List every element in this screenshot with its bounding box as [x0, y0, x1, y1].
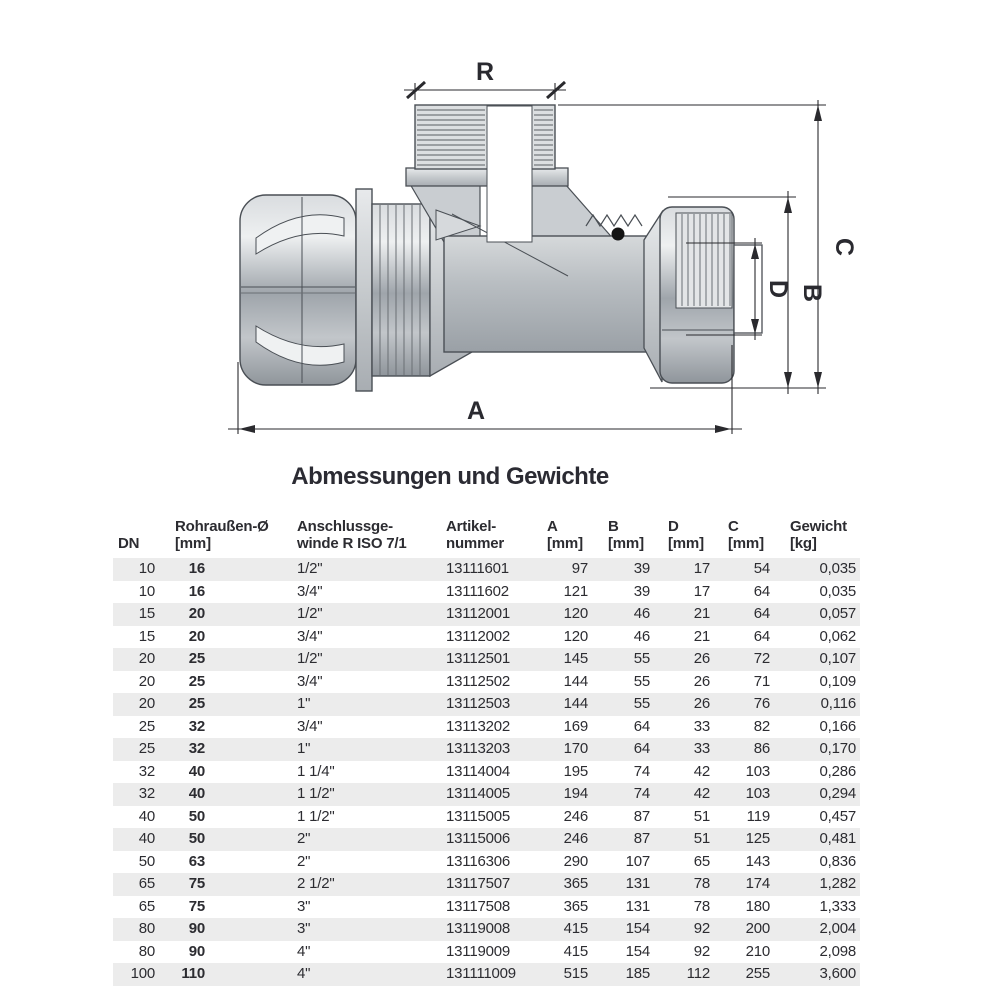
table-row	[113, 648, 860, 671]
cell-d: 26	[693, 650, 710, 667]
cell-c: 200	[745, 920, 770, 937]
cell-artikel: 13119009	[446, 942, 511, 960]
cell-dn: 65	[138, 875, 155, 892]
cell-c: 54	[753, 560, 770, 577]
cell-b: 74	[633, 785, 650, 802]
cell-gewinde: 1 1/4"	[297, 762, 335, 780]
cell-d: 33	[693, 740, 710, 757]
cell-a: 120	[563, 605, 588, 622]
cell-d: 21	[693, 605, 710, 622]
cell-gewicht: 0,166	[819, 717, 856, 735]
cell-artikel: 13112502	[446, 672, 511, 690]
cell-d: 51	[693, 830, 710, 847]
cell-gewicht: 0,836	[819, 852, 856, 870]
cell-d: 26	[693, 672, 710, 690]
cell-a: 246	[563, 807, 588, 825]
cell-artikel: 13111601	[446, 560, 509, 577]
cell-rohr: 50	[188, 807, 205, 825]
cell-gewinde: 4"	[297, 965, 311, 982]
cell-c: 255	[745, 965, 770, 982]
cell-d: 42	[693, 762, 710, 780]
cell-gewinde: 1/2"	[297, 560, 323, 577]
cell-artikel: 13112002	[446, 627, 511, 645]
cell-c: 143	[745, 852, 770, 870]
cell-d: 112	[686, 965, 710, 982]
cell-dn: 25	[138, 717, 155, 735]
cell-gewinde: 1 1/2"	[297, 785, 335, 802]
dimension-r	[404, 58, 566, 100]
cell-artikel: 13114004	[446, 762, 511, 780]
cell-a: 415	[563, 920, 588, 937]
cell-gewinde: 1"	[297, 740, 311, 757]
cell-d: 21	[693, 627, 710, 645]
cell-b: 64	[633, 740, 650, 757]
cell-gewinde: 3/4"	[297, 672, 323, 690]
cell-gewinde: 1/2"	[297, 650, 323, 667]
cell-rohr: 25	[188, 650, 205, 667]
cell-gewicht: 0,062	[819, 627, 856, 645]
cell-gewicht: 1,282	[819, 875, 856, 892]
cell-gewinde: 1"	[297, 695, 311, 712]
table-row	[113, 896, 860, 919]
cell-gewicht: 0,170	[819, 740, 856, 757]
table-row	[113, 783, 860, 806]
cell-gewinde: 3/4"	[297, 627, 323, 645]
cell-a: 144	[563, 695, 588, 712]
cell-b: 55	[633, 650, 650, 667]
cell-dn: 40	[138, 830, 155, 847]
cell-a: 97	[571, 560, 588, 577]
cell-gewicht: 1,333	[819, 897, 856, 915]
cell-a: 144	[563, 672, 588, 690]
cell-gewicht: 0,107	[819, 650, 856, 667]
cell-gewicht: 0,481	[819, 830, 856, 847]
cell-c: 180	[745, 897, 770, 915]
cell-d: 42	[693, 785, 710, 802]
cell-c: 72	[753, 650, 770, 667]
cell-artikel: 131111009	[446, 965, 516, 982]
table-row	[113, 603, 860, 626]
cell-artikel: 13117508	[446, 897, 511, 915]
cell-artikel: 13112001	[446, 605, 511, 622]
cell-gewinde: 1/2"	[297, 605, 323, 622]
cell-gewinde: 4"	[297, 942, 311, 960]
cell-a: 515	[563, 965, 588, 982]
cell-d: 92	[693, 920, 710, 937]
cell-dn: 25	[138, 740, 155, 757]
cell-gewicht: 0,035	[819, 560, 856, 577]
cell-dn: 32	[138, 762, 155, 780]
cell-artikel: 13112501	[446, 650, 511, 667]
cell-gewinde: 2 1/2"	[297, 875, 335, 892]
cell-dn: 80	[138, 942, 155, 960]
column-header-dn: DN	[118, 535, 140, 553]
table-row	[113, 626, 860, 649]
cell-c: 119	[746, 807, 770, 825]
nut-flange	[356, 189, 372, 391]
cell-rohr: 50	[188, 830, 205, 847]
cell-b: 87	[633, 830, 650, 847]
cell-gewicht: 0,116	[820, 695, 856, 712]
cell-dn: 40	[138, 807, 155, 825]
dim-label-a: A	[466, 397, 486, 425]
table-row	[113, 581, 860, 604]
cell-d: 78	[693, 875, 710, 892]
cell-c: 64	[753, 627, 770, 645]
cell-dn: 65	[138, 897, 155, 915]
cell-gewinde: 3/4"	[297, 717, 323, 735]
cell-d: 33	[693, 717, 710, 735]
column-header-c: C [mm]	[728, 518, 764, 553]
cell-d: 78	[693, 897, 710, 915]
dimensions-table	[113, 503, 860, 986]
column-header-d: D [mm]	[668, 518, 704, 553]
cell-rohr: 32	[188, 740, 205, 757]
table-row	[113, 806, 860, 829]
ribbed-collar	[372, 204, 430, 376]
cell-gewinde: 1 1/2"	[297, 807, 335, 825]
cell-a: 365	[563, 897, 588, 915]
cell-artikel: 13113203	[446, 740, 511, 757]
table-row	[113, 873, 860, 896]
section-title: Abmessungen und Gewichte	[291, 463, 609, 490]
o-ring-seal	[612, 228, 625, 241]
cell-gewicht: 0,286	[819, 762, 856, 780]
cell-b: 131	[625, 897, 650, 915]
cell-rohr: 25	[188, 672, 205, 690]
cell-c: 71	[753, 672, 770, 690]
column-header-artikel: Artikel- nummer	[446, 518, 504, 553]
cell-gewicht: 0,457	[819, 807, 856, 825]
cell-b: 131	[625, 875, 650, 892]
cell-rohr: 90	[188, 942, 205, 960]
table-row	[113, 693, 860, 716]
cell-dn: 80	[138, 920, 155, 937]
table-row	[113, 828, 860, 851]
cell-b: 107	[625, 852, 650, 870]
table-header-row	[113, 503, 860, 558]
table-row	[113, 671, 860, 694]
cell-gewinde: 3"	[297, 920, 311, 937]
table-row	[113, 851, 860, 874]
cell-dn: 10	[138, 560, 155, 577]
cell-gewinde: 3"	[297, 897, 311, 915]
cell-d: 26	[693, 695, 710, 712]
cell-dn: 32	[138, 785, 155, 802]
dim-label-r: R	[475, 58, 495, 86]
cell-b: 46	[633, 627, 650, 645]
cell-artikel: 13112503	[446, 695, 511, 712]
column-header-rohr: Rohraußen-Ø [mm]	[175, 518, 269, 553]
table-row	[113, 738, 860, 761]
cell-rohr: 25	[188, 695, 205, 712]
cell-a: 169	[563, 717, 588, 735]
table-row	[113, 941, 860, 964]
cell-a: 365	[563, 875, 588, 892]
cell-b: 55	[633, 672, 650, 690]
cell-artikel: 13113202	[446, 717, 511, 735]
cell-rohr: 40	[188, 785, 205, 802]
cell-dn: 10	[138, 582, 155, 600]
cell-rohr: 75	[188, 875, 205, 892]
cell-c: 125	[745, 830, 770, 847]
cell-d: 51	[693, 807, 710, 825]
cell-a: 121	[563, 582, 588, 600]
cell-d: 17	[693, 560, 710, 577]
cell-b: 39	[633, 582, 650, 600]
cell-dn: 20	[138, 650, 155, 667]
cell-artikel: 13115005	[446, 807, 511, 825]
table-row	[113, 761, 860, 784]
cell-d: 65	[693, 852, 710, 870]
cell-dn: 20	[138, 695, 155, 712]
cell-artikel: 13111602	[446, 582, 509, 600]
table-row	[113, 918, 860, 941]
cell-b: 39	[633, 560, 650, 577]
section-cut-band	[487, 106, 532, 242]
cell-rohr: 90	[188, 920, 205, 937]
cell-artikel: 13114005	[446, 785, 511, 802]
cell-a: 170	[563, 740, 588, 757]
cell-a: 194	[563, 785, 588, 802]
cell-gewicht: 0,057	[819, 605, 856, 622]
cell-dn: 50	[138, 852, 155, 870]
cell-dn: 100	[130, 965, 155, 982]
cell-artikel: 13115006	[446, 830, 511, 847]
table-body	[113, 558, 860, 986]
cell-gewicht: 0,294	[819, 785, 856, 802]
cell-gewicht: 0,035	[819, 582, 856, 600]
dim-label-d: D	[764, 279, 792, 299]
cell-rohr: 110	[181, 965, 205, 982]
cell-b: 64	[633, 717, 650, 735]
cell-rohr: 20	[188, 605, 205, 622]
cell-rohr: 16	[188, 560, 205, 577]
cell-dn: 20	[138, 672, 155, 690]
cell-a: 415	[563, 942, 588, 960]
cell-gewinde: 2"	[297, 830, 311, 847]
cell-a: 246	[563, 830, 588, 847]
cell-c: 86	[753, 740, 770, 757]
cell-rohr: 40	[188, 762, 205, 780]
cell-c: 174	[745, 875, 770, 892]
column-header-gewicht: Gewicht [kg]	[790, 518, 847, 553]
cell-artikel: 13117507	[446, 875, 511, 892]
table-row	[113, 716, 860, 739]
technical-drawing	[0, 0, 1000, 455]
dim-label-c: C	[830, 237, 858, 257]
cell-gewicht: 3,600	[819, 965, 856, 982]
cell-a: 290	[563, 852, 588, 870]
cell-gewicht: 2,098	[819, 942, 856, 960]
cell-gewicht: 2,004	[819, 920, 856, 937]
cell-c: 64	[753, 582, 770, 600]
cell-d: 17	[693, 582, 710, 600]
dim-label-b: B	[798, 283, 826, 303]
cell-gewicht: 0,109	[819, 672, 856, 690]
cell-artikel: 13116306	[446, 852, 511, 870]
cell-c: 82	[753, 717, 770, 735]
cell-dn: 15	[138, 605, 155, 622]
column-header-b: B [mm]	[608, 518, 644, 553]
cell-rohr: 75	[188, 897, 205, 915]
cell-b: 185	[625, 965, 650, 982]
cell-gewinde: 3/4"	[297, 582, 323, 600]
cell-b: 87	[633, 807, 650, 825]
cell-a: 145	[563, 650, 588, 667]
cell-b: 154	[625, 942, 650, 960]
cell-c: 210	[745, 942, 770, 960]
cell-a: 120	[563, 627, 588, 645]
cell-b: 154	[625, 920, 650, 937]
cell-rohr: 20	[188, 627, 205, 645]
column-header-gewinde: Anschlussge- winde R ISO 7/1	[297, 518, 407, 553]
table-row	[113, 558, 860, 581]
cell-artikel: 13119008	[446, 920, 511, 937]
cell-b: 46	[633, 605, 650, 622]
cell-rohr: 32	[188, 717, 205, 735]
cell-c: 103	[745, 762, 770, 780]
cell-a: 195	[563, 762, 588, 780]
cell-rohr: 63	[188, 852, 205, 870]
table-row	[113, 963, 860, 986]
column-header-a: A [mm]	[547, 518, 583, 553]
cell-b: 55	[633, 695, 650, 712]
cell-b: 74	[633, 762, 650, 780]
cell-c: 103	[745, 785, 770, 802]
cell-dn: 15	[138, 627, 155, 645]
cell-c: 76	[753, 695, 770, 712]
cell-c: 64	[753, 605, 770, 622]
cell-gewinde: 2"	[297, 852, 311, 870]
cell-rohr: 16	[188, 582, 205, 600]
cell-d: 92	[693, 942, 710, 960]
